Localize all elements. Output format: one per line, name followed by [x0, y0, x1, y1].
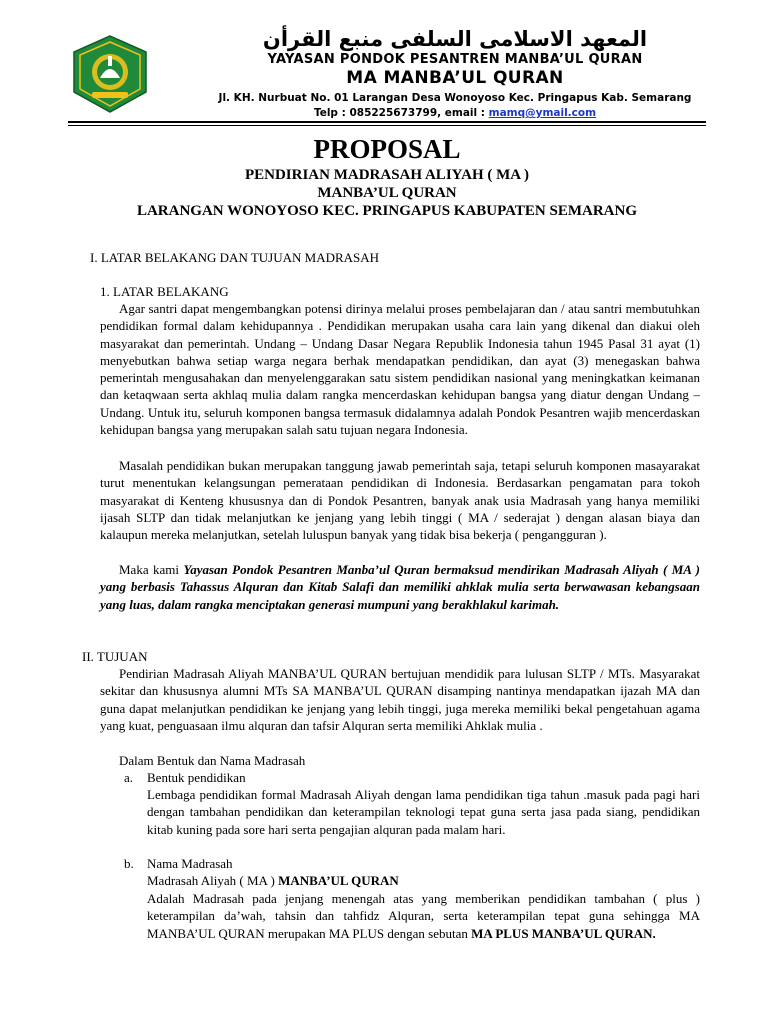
- title-block: [60, 132, 714, 220]
- school-name: MA MANBA’UL QURAN: [346, 68, 564, 88]
- letterhead: [160, 26, 750, 121]
- item-a-text: Lembaga pendidikan formal Madrasah Aliyah dengan lama pendidikan tiga tahun .masuk pada pagi hari dengan tambahan pendidikan dan keterampilan teknologi tepat guna serta jasa pada siang, pendidikan kitab kuning pada sore hari serta pengajian alquran pada malam hari.: [147, 787, 700, 837]
- section1-heading: I. LATAR BELAKANG DAN TUJUAN MADRASAH: [90, 250, 380, 265]
- item-a-marker: a.: [124, 770, 134, 785]
- school-logo: [70, 34, 150, 114]
- title-line-3: LARANGAN WONOYOSO KEC. PRINGAPUS KABUPATEN SEMARANG: [136, 203, 638, 219]
- para3-lead: Maka kami: [119, 562, 184, 577]
- letterhead-divider: [68, 121, 706, 123]
- yayasan-name: YAYASAN PONDOK PESANTREN MANBA’UL QURAN: [267, 52, 643, 67]
- title-line-1: PENDIRIAN MADRASAH ALIYAH ( MA ): [244, 167, 530, 183]
- letterhead-divider-thin: [68, 125, 706, 126]
- item-b-marker: b.: [124, 856, 134, 871]
- arabic-title: المعهد الاسلامى السلفى منبع القرأن: [262, 27, 648, 51]
- telp-label: Telp : 085225673799, email :: [313, 107, 489, 119]
- item-a-title: Bentuk pendidikan: [147, 770, 246, 785]
- item-b-title: Nama Madrasah: [147, 856, 233, 871]
- email-link[interactable]: mamq@ymail.com: [488, 107, 597, 119]
- item-b-text-bold: MA PLUS MANBA’UL QURAN.: [471, 925, 656, 941]
- section1-paragraph-2: Masalah pendidikan bukan merupakan tanggung jawab pemerintah saja, tetapi seluruh komponen masayarakat turut menentukan kelangsungan pemerataan pendidikan di Indonesia. Berdasarkan pengamatan para tokoh masyarakat di Kenteng khususnya dan di Pondok Pesantren, banyak anak usia Madrasah yang hanya memiliki ijasah SLTP dan tidak melanjutkan ke jenjang yang lebih tinggi ( MA / sederajat ) dengan alasan biaya dan kalaupun mereka melanjutkan, setelah luluspun banyak yang tidak bisa bekerja ( pengangguran ).: [100, 458, 700, 543]
- item-b-name: [147, 872, 700, 889]
- school-address: Jl. KH. Nurbuat No. 01 Larangan Desa Wonoyoso Kec. Pringapus Kab. Semarang: [218, 92, 692, 104]
- item-b-name-lead: Madrasah Aliyah ( MA ): [147, 873, 279, 888]
- section2-heading: II. TUJUAN: [82, 649, 148, 664]
- section2-paragraph-1: Pendirian Madrasah Aliyah MANBA’UL QURAN bertujuan mendidik para lulusan SLTP / MTs. Masyarakat sekitar dan khususnya alumni MTs SA MANBA’UL QURAN disamping nantinya mendapatkan ijazah MA dan guna dapat melanjutkan pendidikan ke jenjang yang lebih tinggi, juga mereka memiliki bekal pengetahuan agama yang kuat, penguasaan ilmu alquran dan tafsir Alquran serta memiliki Ahklak mulia .: [100, 666, 700, 733]
- item-b-text-lead: Adalah Madrasah pada jenjang menengah atas yang memberikan pendidikan tambahan ( plus ) keterampilan da’wah, tahsin dan tahfidz Alquran, serta keterampilan tepat guna sehingga MA MANBA’UL QURAN merupakan MA PLUS dengan sebutan: [147, 891, 700, 941]
- contact-line: [160, 106, 750, 121]
- item-b-text: [147, 890, 700, 942]
- section1-paragraph-3: [100, 561, 700, 613]
- proposal-heading: PROPOSAL: [313, 134, 461, 164]
- section1-subheading: 1. LATAR BELAKANG: [100, 284, 229, 299]
- para3-emphasis: Yayasan Pondok Pesantren Manba’ul Quran bermaksud mendirikan Madrasah Aliyah ( MA ) yang berbasis Tahassus Alquran dan Kitab Salafi dan memiliki ahklak mulia serta berwawasan kebangsaan yang luas, dalam rangka menciptakan generasi mumpuni yang berakhlakul karimah.: [100, 562, 700, 612]
- item-b-name-bold: MANBA’UL QURAN: [278, 873, 399, 888]
- section1-paragraph-1: Agar santri dapat mengembangkan potensi dirinya melalui proses pembelajaran dan / atau santri membutuhkan pendidikan formal dalam kehidupannya . Pendidikan merupakan usaha cara lain yang dikenal dan diakui oleh masyarakat dan pemerintah. Undang – Undang Dasar Negara Republik Indonesia tahun 1945 Pasal 31 ayat (1) menyebutkan bahwa setiap warga negara berhak mendapatkan pendidikan, dan ayat (3) menegaskan bahwa pemerintah mengusahakan dan menyelenggarakan satu sistem pendidikan nasional yang meningkatkan keimanan dan ketaqwaan serta akhlaq mulia dalam rangka mencerdaskan kehidupan bangsa yang diatur dengan Undang – Undang. Untuk itu, seluruh komponen bangsa termasuk didalamnya adalah Pondok Pesantren wajib mencerdaskan kehidupan bangsa yang merupakan salah satu tujuan negara Indonesia.: [100, 301, 700, 438]
- section2-subheading: Dalam Bentuk dan Nama Madrasah: [119, 753, 306, 768]
- title-line-2: MANBA’UL QURAN: [317, 185, 457, 201]
